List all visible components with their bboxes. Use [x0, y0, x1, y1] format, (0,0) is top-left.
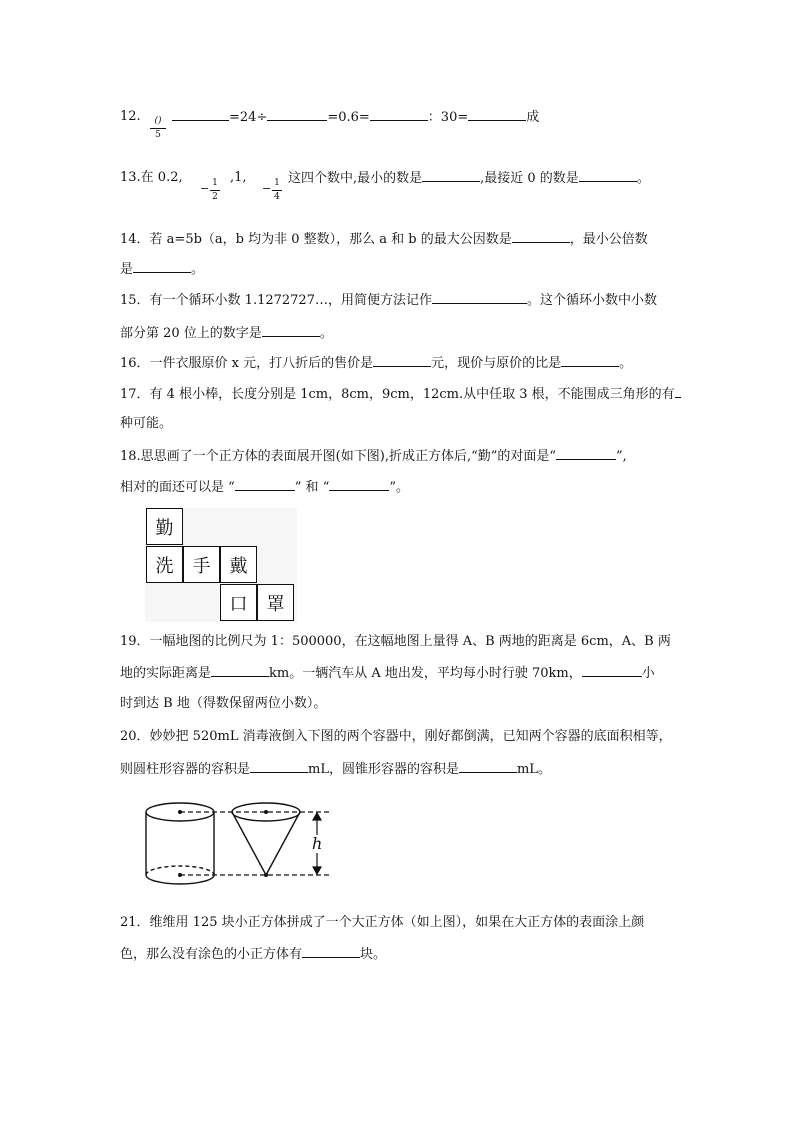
question-20-line1: [120, 728, 672, 746]
question-19-line3: [120, 695, 326, 713]
text: ,1,: [230, 170, 247, 185]
question-20-line2: [120, 760, 551, 779]
answer-blank[interactable]: [267, 108, 327, 121]
question-15-line2: [120, 324, 333, 343]
text: ，最小公倍数: [569, 232, 648, 247]
question-17-line2: [120, 415, 172, 433]
text: 则圆柱形容器的容积是: [120, 762, 251, 777]
minus-sign: −: [200, 182, 210, 195]
question-21-line2: [120, 945, 386, 964]
cube-face: 手: [183, 546, 220, 583]
fraction-denominator: 5: [155, 130, 161, 140]
cube-net-figure: [145, 508, 297, 622]
answer-blank[interactable]: [582, 664, 642, 677]
answer-blank[interactable]: [370, 108, 428, 121]
containers-figure: [140, 800, 340, 890]
answer-blank[interactable]: [459, 760, 517, 773]
text: 部分第 20 位上的数字是: [120, 326, 262, 341]
text: 种可能。: [120, 416, 173, 431]
text: 元，现价与原价的比是: [431, 356, 562, 371]
center-dot: [178, 873, 182, 877]
question-14-line2: [120, 260, 204, 279]
answer-blank[interactable]: [302, 945, 360, 958]
fraction-numerator: 1: [212, 178, 218, 188]
text: 成: [526, 110, 540, 125]
answer-blank[interactable]: [211, 664, 269, 677]
text: 。: [636, 171, 650, 186]
fraction-bar: [210, 190, 220, 191]
answer-blank[interactable]: [468, 108, 526, 121]
text: 是: [120, 262, 134, 277]
fraction-denominator: 2: [212, 192, 218, 202]
answer-blank[interactable]: [512, 230, 570, 243]
text: 。这个循环小数中小数: [526, 293, 657, 308]
fraction-denominator: 4: [274, 192, 280, 202]
fraction-bar: [150, 128, 166, 129]
text: 19．一幅地图的比例尺为 1：500000，在这幅地图上量得 A、B 两地的距离是 6cm，A、B 两: [120, 634, 671, 649]
height-label: h: [312, 834, 323, 853]
center-dot: [178, 810, 182, 814]
text: 色，那么没有涂色的小正方体有: [120, 947, 303, 962]
question-12: [120, 108, 141, 126]
answer-blank[interactable]: [235, 478, 295, 491]
text: 16．一件衣服原价 x 元，打八折后的售价是: [120, 356, 374, 371]
cube-face: 口: [220, 584, 257, 621]
question-21-line1: [120, 914, 644, 932]
text: 。: [619, 356, 633, 371]
text: 。: [191, 262, 205, 277]
fraction-numerator: 1: [274, 178, 280, 188]
text: 地的实际距离是: [120, 666, 212, 681]
center-dot: [264, 810, 268, 814]
question-18-line1: [120, 447, 627, 466]
answer-blank[interactable]: [579, 169, 637, 182]
question-16: [120, 354, 632, 373]
question-13-rest: [288, 169, 650, 188]
answer-blank[interactable]: [133, 260, 191, 273]
answer-blank[interactable]: [373, 354, 431, 367]
question-13-b: [230, 169, 247, 187]
text: 17．有 4 根小棒，长度分别是 1cm，8cm，9cm，12cm.从中任取 3 根，不能围成三角形的有: [120, 387, 675, 402]
text: ” 和 “: [294, 480, 330, 495]
text: =24÷: [229, 110, 268, 125]
text: ”,: [616, 449, 627, 464]
fraction-neg-quarter: [272, 178, 282, 203]
question-12-rest: [172, 108, 539, 127]
text: 小: [641, 666, 655, 681]
text: 这四个数中,最小的数是: [288, 171, 423, 186]
answer-blank[interactable]: [262, 324, 320, 337]
cube-face: 戴: [220, 546, 257, 583]
question-19-line1: [120, 633, 671, 651]
minus-sign: −: [262, 182, 272, 195]
question-17-line1: [120, 385, 681, 404]
answer-blank[interactable]: [675, 385, 681, 398]
text: 15．有一个循环小数 1.1272727…，用简便方法记作: [120, 293, 432, 308]
text: mL，圆锥形容器的容积是: [308, 762, 459, 777]
text: ,最接近 0 的数是: [480, 171, 579, 186]
cube-face: 罩: [257, 584, 294, 621]
text: 。: [319, 326, 333, 341]
text: 块。: [360, 947, 387, 962]
question-15-line1: [120, 291, 657, 310]
text: 相对的面还可以是 “: [120, 480, 235, 495]
text: mL。: [516, 762, 551, 777]
text: 18.思思画了一个正方体的表面展开图(如下图),折成正方体后,“勤”的对面是“: [120, 449, 557, 464]
text: 13.在 0.2,: [120, 170, 183, 185]
question-14-line1: [120, 230, 648, 249]
cube-face: 洗: [146, 546, 183, 583]
fraction-numerator: (): [154, 116, 162, 126]
cylinder-shape: [146, 803, 214, 884]
text: =0.6=: [327, 110, 370, 125]
question-13: [120, 169, 183, 187]
text: 14．若 a=5b（a，b 均为非 0 整数），那么 a 和 b 的最大公因数是: [120, 232, 512, 247]
answer-blank[interactable]: [432, 291, 527, 304]
fraction-bar: [272, 190, 282, 191]
answer-blank[interactable]: [250, 760, 308, 773]
question-18-line2: [120, 478, 409, 497]
question-19-line2: [120, 664, 655, 683]
text: 20．妙妙把 520mL 消毒液倒入下图的两个容器中，刚好都倒满，已知两个容器的底面积相等，: [120, 729, 672, 744]
question-number: 12.: [120, 109, 141, 124]
fraction: [150, 116, 166, 141]
answer-blank[interactable]: [329, 478, 389, 491]
answer-blank[interactable]: [556, 447, 616, 460]
text: ：30=: [427, 110, 469, 125]
cube-face: 勤: [146, 508, 183, 545]
answer-blank[interactable]: [172, 108, 229, 121]
answer-blank[interactable]: [422, 169, 480, 182]
text: 21．维维用 125 块小正方体拼成了一个大正方体（如上图），如果在大正方体的表面涂上颜: [120, 915, 645, 930]
text: ”。: [389, 480, 409, 495]
answer-blank[interactable]: [561, 354, 619, 367]
text: 时到达 B 地（得数保留两位小数）。: [120, 696, 327, 711]
center-dot: [264, 873, 268, 877]
text: km。一辆汽车从 A 地出发，平均每小时行驶 70km，: [269, 666, 582, 681]
fraction-neg-half: [210, 178, 220, 203]
